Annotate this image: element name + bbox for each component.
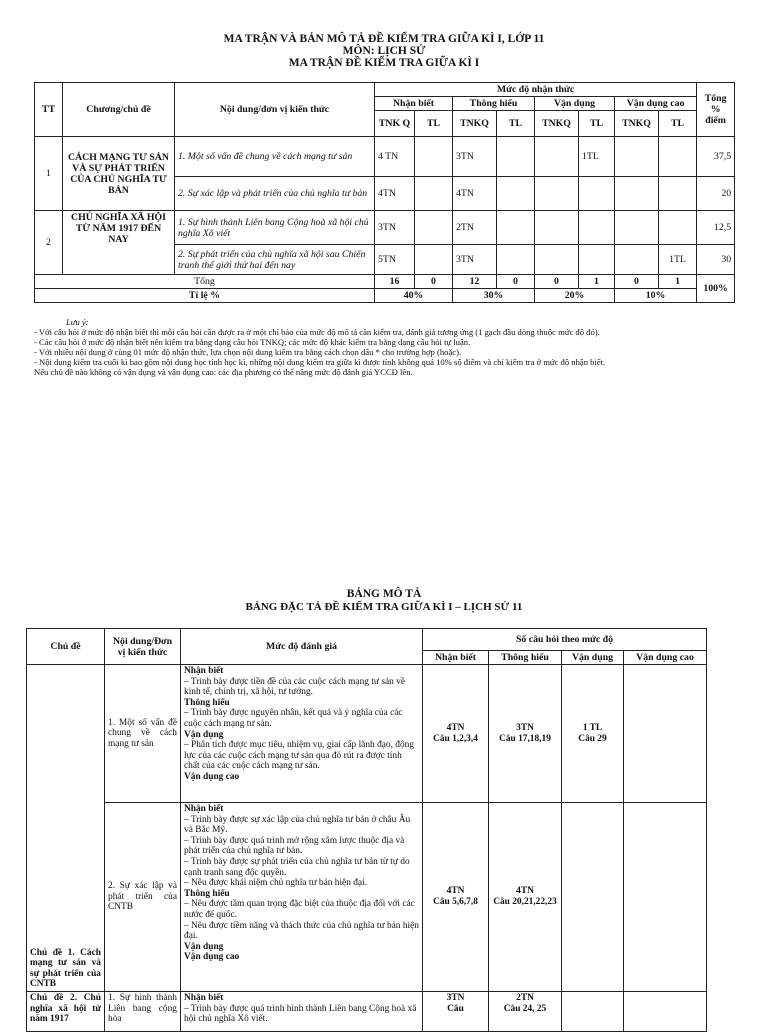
spec-topic: Chủ đề 1. Cách mạng tư sản và sự phát triển của CNTB (27, 665, 105, 992)
spec-count: 1 TL Câu 29 (562, 665, 624, 803)
subcol-header: TNK Q (375, 111, 415, 137)
ratio-cell: 30% (453, 289, 535, 303)
criterion-line: – Trình bày được nguyên nhân, kết quả và ý nghĩa của các cuộc cách mạng tư sản. (184, 708, 403, 729)
cell (535, 245, 579, 275)
spec-subtitle: BẢNG ĐẶC TẢ ĐỀ KIỂM TRA GIỮA KÌ I – LỊCH SỬ 11 (245, 601, 523, 613)
matrix-title: MA TRẬN ĐỀ KIỂM TRA GIỮA KÌ I (288, 57, 480, 69)
note-line: Nếu chủ đề nào không có vận dụng và vận dụng cao: các địa phương có thể nâng mức độ đánh giá YCCĐ lên. (34, 367, 413, 377)
note-line: - Với nhiều nội dung ở cùng 01 mức độ nhận thức, lựa chọn nội dung kiểm tra bằng cách chọn dấu * cho trường hợp (hoặc). (34, 347, 462, 357)
spec-count (624, 803, 707, 992)
spec-desc (181, 992, 423, 1032)
test-matrix-table (34, 82, 735, 303)
cell (497, 211, 535, 245)
cell (415, 245, 453, 275)
row-tt: 1 (35, 137, 63, 211)
subcol-header: TNKQ (453, 111, 497, 137)
level-heading: Vận dụng (184, 941, 224, 952)
total-cell: 12 (453, 275, 497, 289)
level-heading: Nhận biết (184, 666, 224, 676)
ratio-cell: 10% (615, 289, 697, 303)
cell: 3TN (453, 137, 497, 177)
row-tt: 2 (35, 211, 63, 275)
subcol-header: TL (497, 111, 535, 137)
ratio-cell: 20% (535, 289, 615, 303)
cell: 4TN (375, 177, 415, 211)
spec-count: 3TN Câu (423, 992, 489, 1032)
criterion-line: – Trình bày được sự phát triển của chủ nghĩa tư bản từ tự do cạnh tranh sang độc quyền. (184, 856, 410, 878)
total-cell: 16 (375, 275, 415, 289)
table-row (35, 137, 735, 177)
total-label: Tổng (35, 275, 375, 289)
spec-unit: 1. Sự hình thành Liên bang cộng hòa (105, 992, 181, 1032)
note-line: - Nội dung kiểm tra cuối kì bao gồm nội dung học tính học kì, những nội dung kiểm tra giữa kì được tính không quá 10% số điểm và chỉ kiểm tra ở mức độ nhận biết. (34, 357, 606, 367)
notes-title: Lưu ý: (66, 317, 89, 327)
subcol-header: TNKQ (535, 111, 579, 137)
spec-count (624, 665, 707, 803)
total-cell: 0 (535, 275, 579, 289)
note-line: - Với câu hỏi ở mức độ nhận biết thì mỗi câu hỏi cần được ra ở một chỉ báo của mức độ mô tả cần kiểm tra, đánh giá tương ứng (1 gạch đầu dòng thuộc mức độ đó). (34, 327, 600, 337)
cell (415, 177, 453, 211)
cell (415, 137, 453, 177)
total-cell: 0 (497, 275, 535, 289)
row-content: 2. Sự phát triển của chủ nghĩa xã hội sau Chiến tranh thế giới thứ hai đến nay (175, 245, 375, 275)
row-pct: 12,5 (697, 211, 735, 245)
criterion-line: – Nêu được tầm quan trọng đặc biệt của thuộc địa đối với các nước đế quốc. (184, 899, 415, 920)
level-heading: Thông hiểu (184, 697, 230, 708)
spec-col-topic: Chủ đề (27, 629, 105, 665)
level-heading: Thông hiểu (184, 888, 230, 899)
cell (579, 211, 615, 245)
spec-col-desc: Mức độ đánh giá (181, 629, 423, 665)
cell: 1TL (579, 137, 615, 177)
row-content: 1. Sự hình thành Liên bang Cộng hoà xã hội chủ nghĩa Xô viết (175, 211, 375, 245)
spec-desc (181, 665, 423, 803)
level-header: Nhận biết (375, 97, 453, 111)
level-header: Thông hiểu (453, 97, 535, 111)
cell (659, 211, 697, 245)
total-cell: 0 (415, 275, 453, 289)
cell: 5TN (375, 245, 415, 275)
level-heading: Nhận biết (184, 804, 224, 814)
level-header: Vận dụng (535, 97, 615, 111)
criterion-line: – Trình bày được sự xác lập của chủ nghĩa tư bản ở châu Âu và Bắc Mỹ. (184, 814, 411, 836)
spec-level-header: Thông hiểu (489, 651, 562, 665)
spec-count: 4TN Câu 5,6,7,8 (423, 803, 489, 992)
cell (615, 177, 659, 211)
spec-count: 4TN Câu 1,2,3,4 (423, 665, 489, 803)
spec-table (26, 628, 707, 1032)
subcol-header: TNKQ (615, 111, 659, 137)
row-content: 1. Một số vấn đề chung về cách mạng tư sản (175, 137, 375, 177)
level-header: Vận dụng cao (615, 97, 697, 111)
criterion-line: – Trình bày được tiền đề của các cuộc cách mạng tư sản về kinh tế, chính trị, xã hội, tư tưởng. (184, 676, 406, 698)
spec-row (27, 665, 707, 803)
cell (615, 137, 659, 177)
subcol-header: TL (415, 111, 453, 137)
cell (659, 177, 697, 211)
cell: 4TN (453, 177, 497, 211)
row-pct: 20 (697, 177, 735, 211)
spec-count: 4TN Câu 20,21,22,23 (489, 803, 562, 992)
ratio-row (35, 289, 735, 303)
spec-count: 3TN Câu 17,18,19 (489, 665, 562, 803)
subcol-header: TL (579, 111, 615, 137)
cell (497, 177, 535, 211)
spec-unit: 2. Sự xác lập và phát triển của CNTB (105, 803, 181, 992)
total-cell: 0 (615, 275, 659, 289)
level-heading: Vận dụng (184, 729, 224, 740)
spec-title: BẢNG MÔ TẢ (346, 588, 422, 600)
row-pct: 30 (697, 245, 735, 275)
spec-topic: Chủ đề 2. Chủ nghĩa xã hội từ năm 1917 (27, 992, 105, 1032)
criterion-line: – Nêu được tiềm năng và thách thức của chủ nghĩa tư bản hiện đại. (184, 920, 419, 942)
col-topic: Chương/chủ đề (63, 83, 175, 137)
cell: 3TN (453, 245, 497, 275)
spec-row (27, 803, 707, 992)
spec-count (562, 803, 624, 992)
cell: 4 TN (375, 137, 415, 177)
total-row (35, 275, 735, 289)
total-cell: 1 (579, 275, 615, 289)
col-level-group: Mức độ nhận thức (375, 83, 697, 97)
cell (579, 177, 615, 211)
level-heading: Vận dụng cao (184, 771, 240, 782)
row-content: 2. Sự xác lập và phát triển của chủ nghĩa tư bản (175, 177, 375, 211)
criterion-line: – Trình bày được quá trình mở rộng xâm lược thuộc địa và phát triển của chủ nghĩa tư bản. (184, 835, 405, 857)
spec-row (27, 992, 707, 1032)
spec-count (624, 992, 707, 1032)
ratio-label: Tỉ lệ % (35, 289, 375, 303)
subject-title: MÔN: LỊCH SỬ (342, 45, 426, 57)
ratio-cell: 40% (375, 289, 453, 303)
cell (497, 245, 535, 275)
spec-col-unit: Nội dung/Đơn vị kiến thức (105, 629, 181, 665)
col-total-pct: Tổng % điểm (697, 83, 735, 137)
spec-unit: 1. Một số vấn đề chung về cách mạng tư sản (105, 665, 181, 803)
cell: 3TN (375, 211, 415, 245)
subcol-header: TL (659, 111, 697, 137)
cell: 2TN (453, 211, 497, 245)
total-cell: 1 (659, 275, 697, 289)
cell (579, 245, 615, 275)
table-row (35, 211, 735, 245)
criterion-line: – Nêu được khái niệm chủ nghĩa tư bản hiện đại. (184, 878, 368, 889)
cell (535, 177, 579, 211)
spec-desc (181, 803, 423, 992)
cell (615, 245, 659, 275)
spec-col-count-group: Số câu hỏi theo mức độ (423, 629, 707, 651)
cell (415, 211, 453, 245)
cell: 1TL (659, 245, 697, 275)
cell (535, 211, 579, 245)
cell (615, 211, 659, 245)
row-pct: 37,5 (697, 137, 735, 177)
cell (659, 137, 697, 177)
col-content: Nội dung/đơn vị kiến thức (175, 83, 375, 137)
spec-level-header: Vận dụng cao (624, 651, 707, 665)
spec-count (562, 992, 624, 1032)
notes-block (34, 317, 744, 377)
spec-level-header: Vận dụng (562, 651, 624, 665)
cell (535, 137, 579, 177)
col-tt: TT (35, 83, 63, 137)
document-title: MA TRẬN VÀ BẢN MÔ TẢ ĐỀ KIỂM TRA GIỮA KÌ I, LỚP 11 (223, 33, 545, 45)
spec-count: 2TN Câu 24, 25 (489, 992, 562, 1032)
row-topic: CÁCH MẠNG TƯ SẢN VÀ SỰ PHÁT TRIỂN CỦA CHỦ NGHĨA TƯ BẢN (63, 137, 175, 211)
level-heading: Nhận biết (184, 993, 224, 1003)
criterion-line: – Phân tích được mục tiêu, nhiệm vụ, giai cấp lãnh đạo, động lực của các cuộc cách mạng tư sản qua đó rút ra được tính chất của các cuộc cách mạng tư sản. (184, 740, 415, 772)
spec-level-header: Nhận biết (423, 651, 489, 665)
grand-total: 100% (697, 275, 735, 303)
note-line: - Các câu hỏi ở mức độ nhận biết nên kiểm tra bằng dạng câu hỏi TNKQ; các mức độ khác kiểm tra bằng dạng câu hỏi tự luận. (34, 337, 471, 347)
level-heading: Vận dụng cao (184, 952, 240, 963)
cell (497, 137, 535, 177)
criterion-line: – Trình bày được quá trình hình thành Liên bang Cộng hoà xã hội chủ nghĩa Xô viết. (184, 1003, 417, 1025)
row-topic: CHỦ NGHĨA XÃ HỘI TỪ NĂM 1917 ĐẾN NAY (63, 211, 175, 275)
